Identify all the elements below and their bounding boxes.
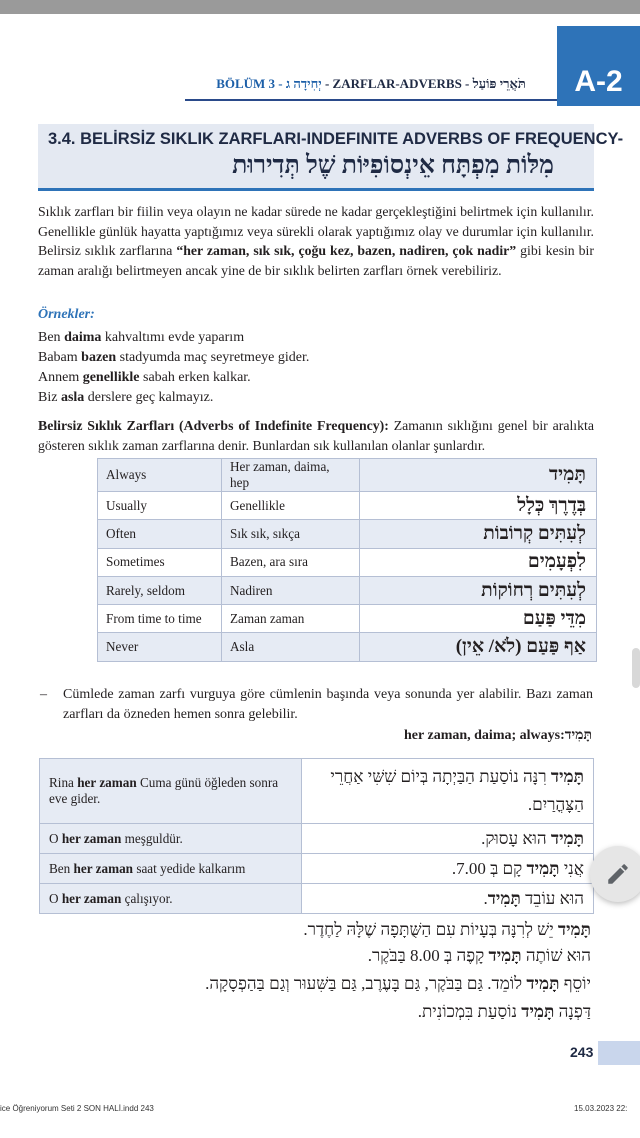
hebrew-example-line: יוֹסֵף תָּמִיד לוֹמֵד. גַּם בַּבֹּקֶר, גַּם בָּעֶרֶב, גַּם בַּשִּׁעוּר וְגַם בַּהַפְסָקָה. (205, 974, 591, 993)
table-row: Ben her zaman saat yedide kalkarım אֲנִי תָּמִיד קָם בְּ 7.00. (40, 854, 594, 884)
table-row: Sometimes Bazen, ara sıra לִפְעָמִים (98, 548, 597, 576)
sentence-table (39, 758, 594, 914)
example-line: Biz asla derslere geç kalmayız. (38, 390, 214, 405)
section-heading (38, 124, 624, 191)
chapter-prefix: BÖLÜM 3 - (216, 76, 286, 91)
table-row: Never Asla אַף פַּעַם (לֹא/ אֵין) (98, 633, 597, 661)
section-title: 3.4. BELİRSİZ SIKLIK ZARFLARI-INDEFINITE ADVERBS OF FREQUENCY- (48, 130, 624, 148)
example-line: Annem genellikle sabah erken kalkar. (38, 370, 251, 385)
bullet-text: Cümlede zaman zarfı vurguya göre cümlenin başında veya sonunda yer alabilir. Bazı zaman zarfları da özneden hemen sonra gelebilir. (63, 687, 593, 722)
table-row: From time to time Zaman zaman מִדֵּי פַּעַם (98, 605, 597, 633)
intro-paragraph (38, 202, 594, 280)
examples-label: Örnekler: (38, 307, 95, 322)
intro-bold: “her zaman, sık sık, çoğu kez, bazen, nadiren, çok nadir” (176, 243, 517, 259)
table-row: Often Sık sık, sıkça לְעִתִּים קְרוֹבוֹת (98, 520, 597, 548)
chapter-heb2: תֹּאֲרֵי פּוֹעַל (472, 76, 526, 91)
frequency-table (97, 458, 597, 662)
header-rule (185, 99, 557, 101)
page-number-bar (598, 1041, 640, 1065)
section-title-heb: מִלּוֹת מִפְתָּח אֵינְסוֹפִיּוֹת שֶׁל תְּדִירוּת (232, 152, 554, 179)
chapter-heb: יְחִידָה ג (285, 76, 322, 91)
table-row: Usually Genellikle בְּדֶרֶךְ כְּלָל (98, 492, 597, 520)
example-line: Ben daima kahvaltımı evde yaparım (38, 330, 245, 345)
bullet-dash: – (40, 687, 47, 702)
table-row: Always Her zaman, daima, hep תָּמִיד (98, 459, 597, 492)
intro-text-end: gibi kesin bir zaman aralığı belirtmeyen ancak yine de bir sıklık belirten zarfları örnek verebiliriz. (38, 243, 594, 278)
table-row: Rarely, seldom Nadiren לְעִתִּים רְחוֹקוֹת (98, 576, 597, 604)
footer-date: 15.03.2023 22: (574, 1104, 628, 1113)
chapter-header (185, 76, 557, 92)
definition-bold: Belirsiz Sıklık Zarfları (Adverbs of Indefinite Frequency): (38, 418, 389, 433)
example-line: Babam bazen stadyumda maç seyretmeye gider. (38, 350, 310, 365)
hebrew-example-line: דַּפְנָה תָּמִיד נוֹסַעַת בִּמְכוֹנִית. (417, 1002, 591, 1021)
always-label: her zaman, daima; always:תָּמִיד (404, 728, 592, 743)
footer-filename: ice Öğreniyorum Seti 2 SON HALİ.indd 243 (0, 1104, 154, 1113)
scroll-handle[interactable] (632, 648, 640, 688)
table-row: O her zaman meşguldür. תָּמִיד הוּא עָסוּק. (40, 824, 594, 854)
section-tab: A-2 (557, 26, 640, 106)
top-bar (0, 0, 640, 14)
edit-button[interactable] (590, 846, 640, 902)
table-row: Rina her zaman Cuma günü öğleden sonra eve gider. תָּמִיד רִנָּה נוֹסַעַת הַבַּיְתָה בְּיוֹם שִׁשִּׁי אַחֲרֵי הַצָּהֳרַיִם. (40, 759, 594, 824)
hebrew-example-line: תָּמִיד יֵשׁ לְרִנָּה בְּעָיוֹת עִם הַשֻּׁתָּפָה שֶׁלָּהּ לַחֶדֶר. (303, 920, 591, 939)
chapter-mid: - ZARFLAR-ADVERBS - (321, 76, 473, 91)
pencil-icon (605, 861, 631, 887)
definition-paragraph (38, 416, 594, 455)
page-number: 243 (570, 1044, 594, 1060)
hebrew-example-line: הוּא שׁוֹתֶה תָּמִיד קָפֶה בְּ 8.00 בַּבֹּקֶר. (367, 946, 591, 965)
table-row: O her zaman çalışıyor. הוּא עוֹבֵד תָּמִיד. (40, 884, 594, 914)
definition-text: Zamanın sıklığını genel bir aralıkta gösteren sıklık zaman zarflarına denir. Bunlardan sık kullanılan olanlar şunlardır. (38, 418, 594, 453)
intro-text: Sıklık zarfları bir fiilin veya olayın ne kadar sürede ne kadar gerçekleştiğini belirtmek için kullanılır. Genellikle günlük hayatta yaptığımız veya sürekli olarak yaptığımız olay ve durumlar için kullanılır. Belirsiz sıklık zarflarına (38, 204, 594, 259)
